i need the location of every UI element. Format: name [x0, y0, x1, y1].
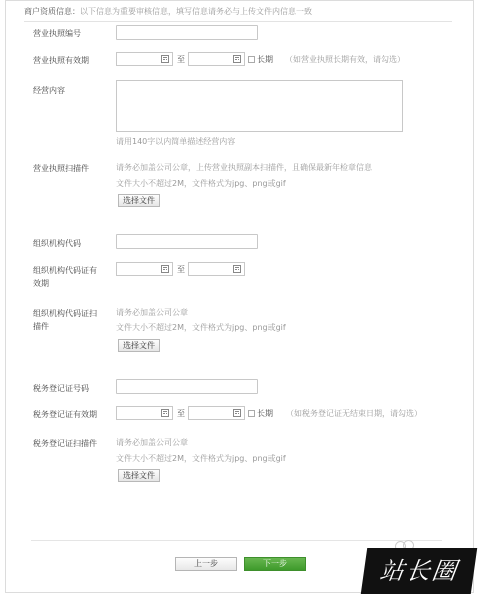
tax-validity-label: 税务登记证有效期 [33, 410, 97, 419]
license-scan-hint-2: 文件大小不超过2M，文件格式为jpg、png或gif [116, 179, 286, 188]
license-start-date-input[interactable] [116, 52, 173, 66]
license-validity-note: （如营业执照长期有效，请勾选） [285, 55, 405, 64]
org-choose-file-button[interactable]: 选择文件 [118, 339, 160, 352]
org-scan-label [33, 307, 97, 333]
date-separator: 至 [177, 265, 185, 274]
license-choose-file-button[interactable]: 选择文件 [118, 194, 160, 207]
tax-number-label: 税务登记证号码 [33, 384, 89, 393]
tax-start-date-input[interactable] [116, 406, 173, 420]
site-watermark: 站长圈 [361, 548, 477, 594]
calendar-icon[interactable] [233, 55, 241, 63]
business-scope-textarea[interactable] [116, 80, 403, 132]
tax-choose-file-button[interactable]: 选择文件 [118, 469, 160, 482]
tax-validity-note: （如税务登记证无结束日期，请勾选） [286, 409, 422, 418]
business-scope-label: 经营内容 [33, 86, 65, 95]
calendar-icon[interactable] [161, 265, 169, 273]
tax-number-input[interactable] [116, 379, 258, 394]
section-header [24, 7, 452, 22]
license-longterm-label: 长期 [257, 55, 273, 64]
tax-scan-label: 税务登记证扫描件 [33, 439, 97, 448]
license-longterm-checkbox[interactable] [248, 56, 255, 63]
org-code-label: 组织机构代码 [33, 239, 81, 248]
org-scan-hint-2: 文件大小不超过2M，文件格式为jpg、png或gif [116, 323, 286, 332]
tax-longterm-checkbox[interactable] [248, 410, 255, 417]
tax-scan-hint-2: 文件大小不超过2M，文件格式为jpg、png或gif [116, 454, 286, 463]
org-validity-label-line-1: 组织机构代码证有 [33, 266, 97, 275]
next-step-button[interactable]: 下一步 [244, 557, 306, 571]
org-code-input[interactable] [116, 234, 258, 249]
tax-scan-hint-1: 请务必加盖公司公章 [116, 438, 188, 447]
org-validity-label [33, 264, 97, 290]
org-start-date-input[interactable] [116, 262, 173, 276]
business-scope-hint: 请用140字以内简单描述经营内容 [116, 137, 236, 146]
license-number-label: 营业执照编号 [33, 29, 81, 38]
license-scan-label: 营业执照扫描件 [33, 164, 89, 173]
license-number-input[interactable] [116, 25, 258, 40]
calendar-icon[interactable] [233, 409, 241, 417]
license-scan-hint-1: 请务必加盖公司公章，上传营业执照副本扫描件，且确保最新年检章信息 [116, 163, 372, 172]
license-validity-label: 营业执照有效期 [33, 56, 89, 65]
section-description: 以下信息为重要审核信息，填写信息请务必与上传文件内信息一致 [80, 7, 312, 16]
footer-divider [31, 540, 442, 541]
org-scan-label-line-1: 组织机构代码证扫 [33, 309, 97, 318]
date-separator: 至 [177, 409, 185, 418]
org-scan-hint-1: 请务必加盖公司公章 [116, 308, 188, 317]
tax-longterm-label: 长期 [257, 409, 273, 418]
prev-step-button[interactable]: 上一步 [175, 557, 237, 571]
section-title: 商户资质信息： [24, 7, 80, 16]
org-validity-label-line-2: 效期 [33, 279, 49, 288]
license-end-date-input[interactable] [188, 52, 245, 66]
org-end-date-input[interactable] [188, 262, 245, 276]
calendar-icon[interactable] [233, 265, 241, 273]
org-scan-label-line-2: 描件 [33, 322, 49, 331]
tax-end-date-input[interactable] [188, 406, 245, 420]
calendar-icon[interactable] [161, 409, 169, 417]
date-separator: 至 [177, 55, 185, 64]
calendar-icon[interactable] [161, 55, 169, 63]
